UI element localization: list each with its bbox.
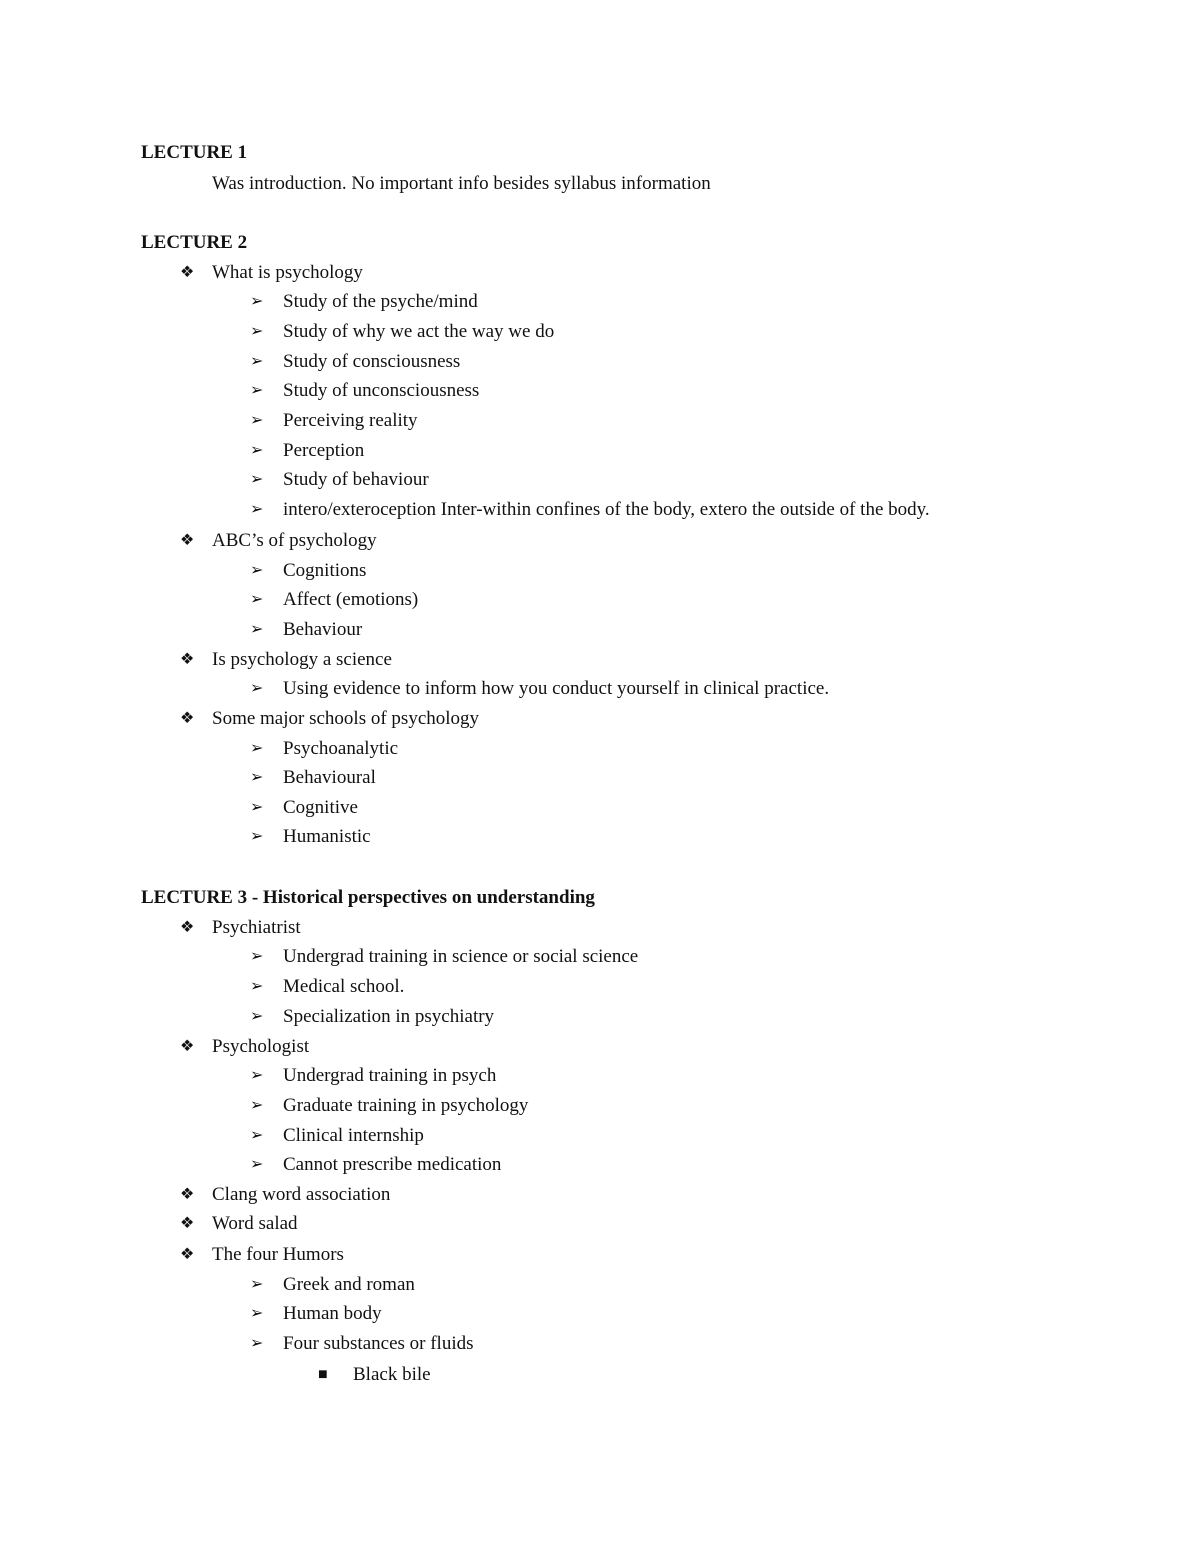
list-item: [0, 379, 1200, 403]
list-item: [0, 766, 1200, 790]
arrow-bullet-icon: ➢: [250, 680, 264, 697]
arrow-bullet-icon: ➢: [250, 1127, 264, 1144]
list-item: [0, 529, 1200, 553]
section-heading: [0, 886, 1200, 910]
list-item: [0, 1273, 1200, 1297]
diamond-bullet-icon: ❖: [180, 919, 195, 936]
list-item: [0, 1153, 1200, 1177]
arrow-bullet-icon: ➢: [250, 1097, 264, 1114]
arrow-bullet-icon: ➢: [250, 1276, 264, 1293]
item-text: Cognitive: [283, 797, 358, 818]
diamond-bullet-icon: ❖: [180, 710, 195, 727]
item-text: ABC’s of psychology: [212, 530, 377, 551]
list-item: [0, 439, 1200, 463]
item-text: Human body: [283, 1303, 382, 1324]
heading-text: LECTURE 3 - Historical perspectives on understanding: [141, 887, 595, 908]
diamond-bullet-icon: ❖: [180, 264, 195, 281]
arrow-bullet-icon: ➢: [250, 353, 264, 370]
list-item: [0, 588, 1200, 612]
item-text: Graduate training in psychology: [283, 1095, 529, 1116]
item-text: Undergrad training in psych: [283, 1065, 497, 1086]
item-text: Greek and roman: [283, 1274, 415, 1295]
list-item: [0, 1363, 1200, 1387]
diamond-bullet-icon: ❖: [180, 1038, 195, 1055]
item-text: Study of consciousness: [283, 351, 461, 372]
list-item: [0, 1094, 1200, 1118]
diamond-bullet-icon: ❖: [180, 1246, 195, 1263]
list-item: [0, 172, 1200, 196]
item-text: Psychoanalytic: [283, 738, 399, 759]
item-text: Using evidence to inform how you conduct yourself in clinical practice.: [283, 678, 830, 699]
item-text: Psychiatrist: [212, 917, 301, 938]
list-item: [0, 618, 1200, 642]
item-text: Word salad: [212, 1213, 298, 1234]
arrow-bullet-icon: ➢: [250, 323, 264, 340]
list-item: [0, 1035, 1200, 1059]
item-text: Some major schools of psychology: [212, 708, 480, 729]
list-item: [0, 1243, 1200, 1267]
arrow-bullet-icon: ➢: [250, 382, 264, 399]
list-item: [0, 1005, 1200, 1029]
item-text: Medical school.: [283, 976, 405, 997]
section-heading: [0, 231, 1200, 255]
list-item: [0, 468, 1200, 492]
diamond-bullet-icon: ❖: [180, 532, 195, 549]
diamond-bullet-icon: ❖: [180, 1186, 195, 1203]
item-text: Black bile: [353, 1364, 431, 1385]
arrow-bullet-icon: ➢: [250, 471, 264, 488]
arrow-bullet-icon: ➢: [250, 1067, 264, 1084]
list-item: [0, 916, 1200, 940]
arrow-bullet-icon: ➢: [250, 1008, 264, 1025]
item-text: Clinical internship: [283, 1125, 424, 1146]
arrow-bullet-icon: ➢: [250, 501, 264, 518]
item-text: Cannot prescribe medication: [283, 1154, 502, 1175]
list-item: [0, 320, 1200, 344]
item-text: Four substances or fluids: [283, 1333, 474, 1354]
list-item: [0, 707, 1200, 731]
list-item: [0, 290, 1200, 314]
list-item: [0, 677, 1200, 701]
heading-text: LECTURE 1: [141, 142, 248, 163]
list-item: [0, 1124, 1200, 1148]
arrow-bullet-icon: ➢: [250, 828, 264, 845]
arrow-bullet-icon: ➢: [250, 1305, 264, 1322]
list-item: [0, 1064, 1200, 1088]
item-text: Affect (emotions): [283, 589, 419, 610]
arrow-bullet-icon: ➢: [250, 562, 264, 579]
list-item: [0, 1332, 1200, 1356]
list-item: [0, 1183, 1200, 1207]
arrow-bullet-icon: ➢: [250, 740, 264, 757]
item-text: intero/exteroception Inter-within confines of the body, extero the outside of the body.: [283, 499, 930, 520]
item-text: Clang word association: [212, 1184, 391, 1205]
item-text: Study of why we act the way we do: [283, 321, 555, 342]
arrow-bullet-icon: ➢: [250, 769, 264, 786]
item-text: Perceiving reality: [283, 410, 418, 431]
list-item: [0, 559, 1200, 583]
arrow-bullet-icon: ➢: [250, 621, 264, 638]
section-heading: [0, 141, 1200, 165]
item-text: Study of behaviour: [283, 469, 429, 490]
list-item: [0, 796, 1200, 820]
item-text: Specialization in psychiatry: [283, 1006, 495, 1027]
arrow-bullet-icon: ➢: [250, 978, 264, 995]
list-item: [0, 409, 1200, 433]
item-text: Study of unconsciousness: [283, 380, 480, 401]
list-item: [0, 737, 1200, 761]
list-item: [0, 498, 1200, 522]
item-text: Psychologist: [212, 1036, 310, 1057]
item-text: Perception: [283, 440, 365, 461]
item-text: The four Humors: [212, 1244, 344, 1265]
diamond-bullet-icon: ❖: [180, 651, 195, 668]
arrow-bullet-icon: ➢: [250, 442, 264, 459]
item-text: Behavioural: [283, 767, 376, 788]
arrow-bullet-icon: ➢: [250, 1156, 264, 1173]
arrow-bullet-icon: ➢: [250, 948, 264, 965]
list-item: [0, 350, 1200, 374]
list-item: [0, 825, 1200, 849]
arrow-bullet-icon: ➢: [250, 799, 264, 816]
item-text: Cognitions: [283, 560, 367, 581]
item-text: Was introduction. No important info besides syllabus information: [212, 173, 711, 194]
arrow-bullet-icon: ➢: [250, 412, 264, 429]
item-text: Behaviour: [283, 619, 363, 640]
arrow-bullet-icon: ➢: [250, 1335, 264, 1352]
square-bullet-icon: ■: [318, 1366, 328, 1383]
heading-text: LECTURE 2: [141, 232, 248, 253]
item-text: What is psychology: [212, 262, 363, 283]
arrow-bullet-icon: ➢: [250, 293, 264, 310]
item-text: Humanistic: [283, 826, 371, 847]
diamond-bullet-icon: ❖: [180, 1215, 195, 1232]
arrow-bullet-icon: ➢: [250, 591, 264, 608]
item-text: Study of the psyche/mind: [283, 291, 478, 312]
item-text: Is psychology a science: [212, 649, 392, 670]
list-item: [0, 945, 1200, 969]
list-item: [0, 261, 1200, 285]
list-item: [0, 648, 1200, 672]
list-item: [0, 1212, 1200, 1236]
item-text: Undergrad training in science or social science: [283, 946, 639, 967]
list-item: [0, 1302, 1200, 1326]
list-item: [0, 975, 1200, 999]
